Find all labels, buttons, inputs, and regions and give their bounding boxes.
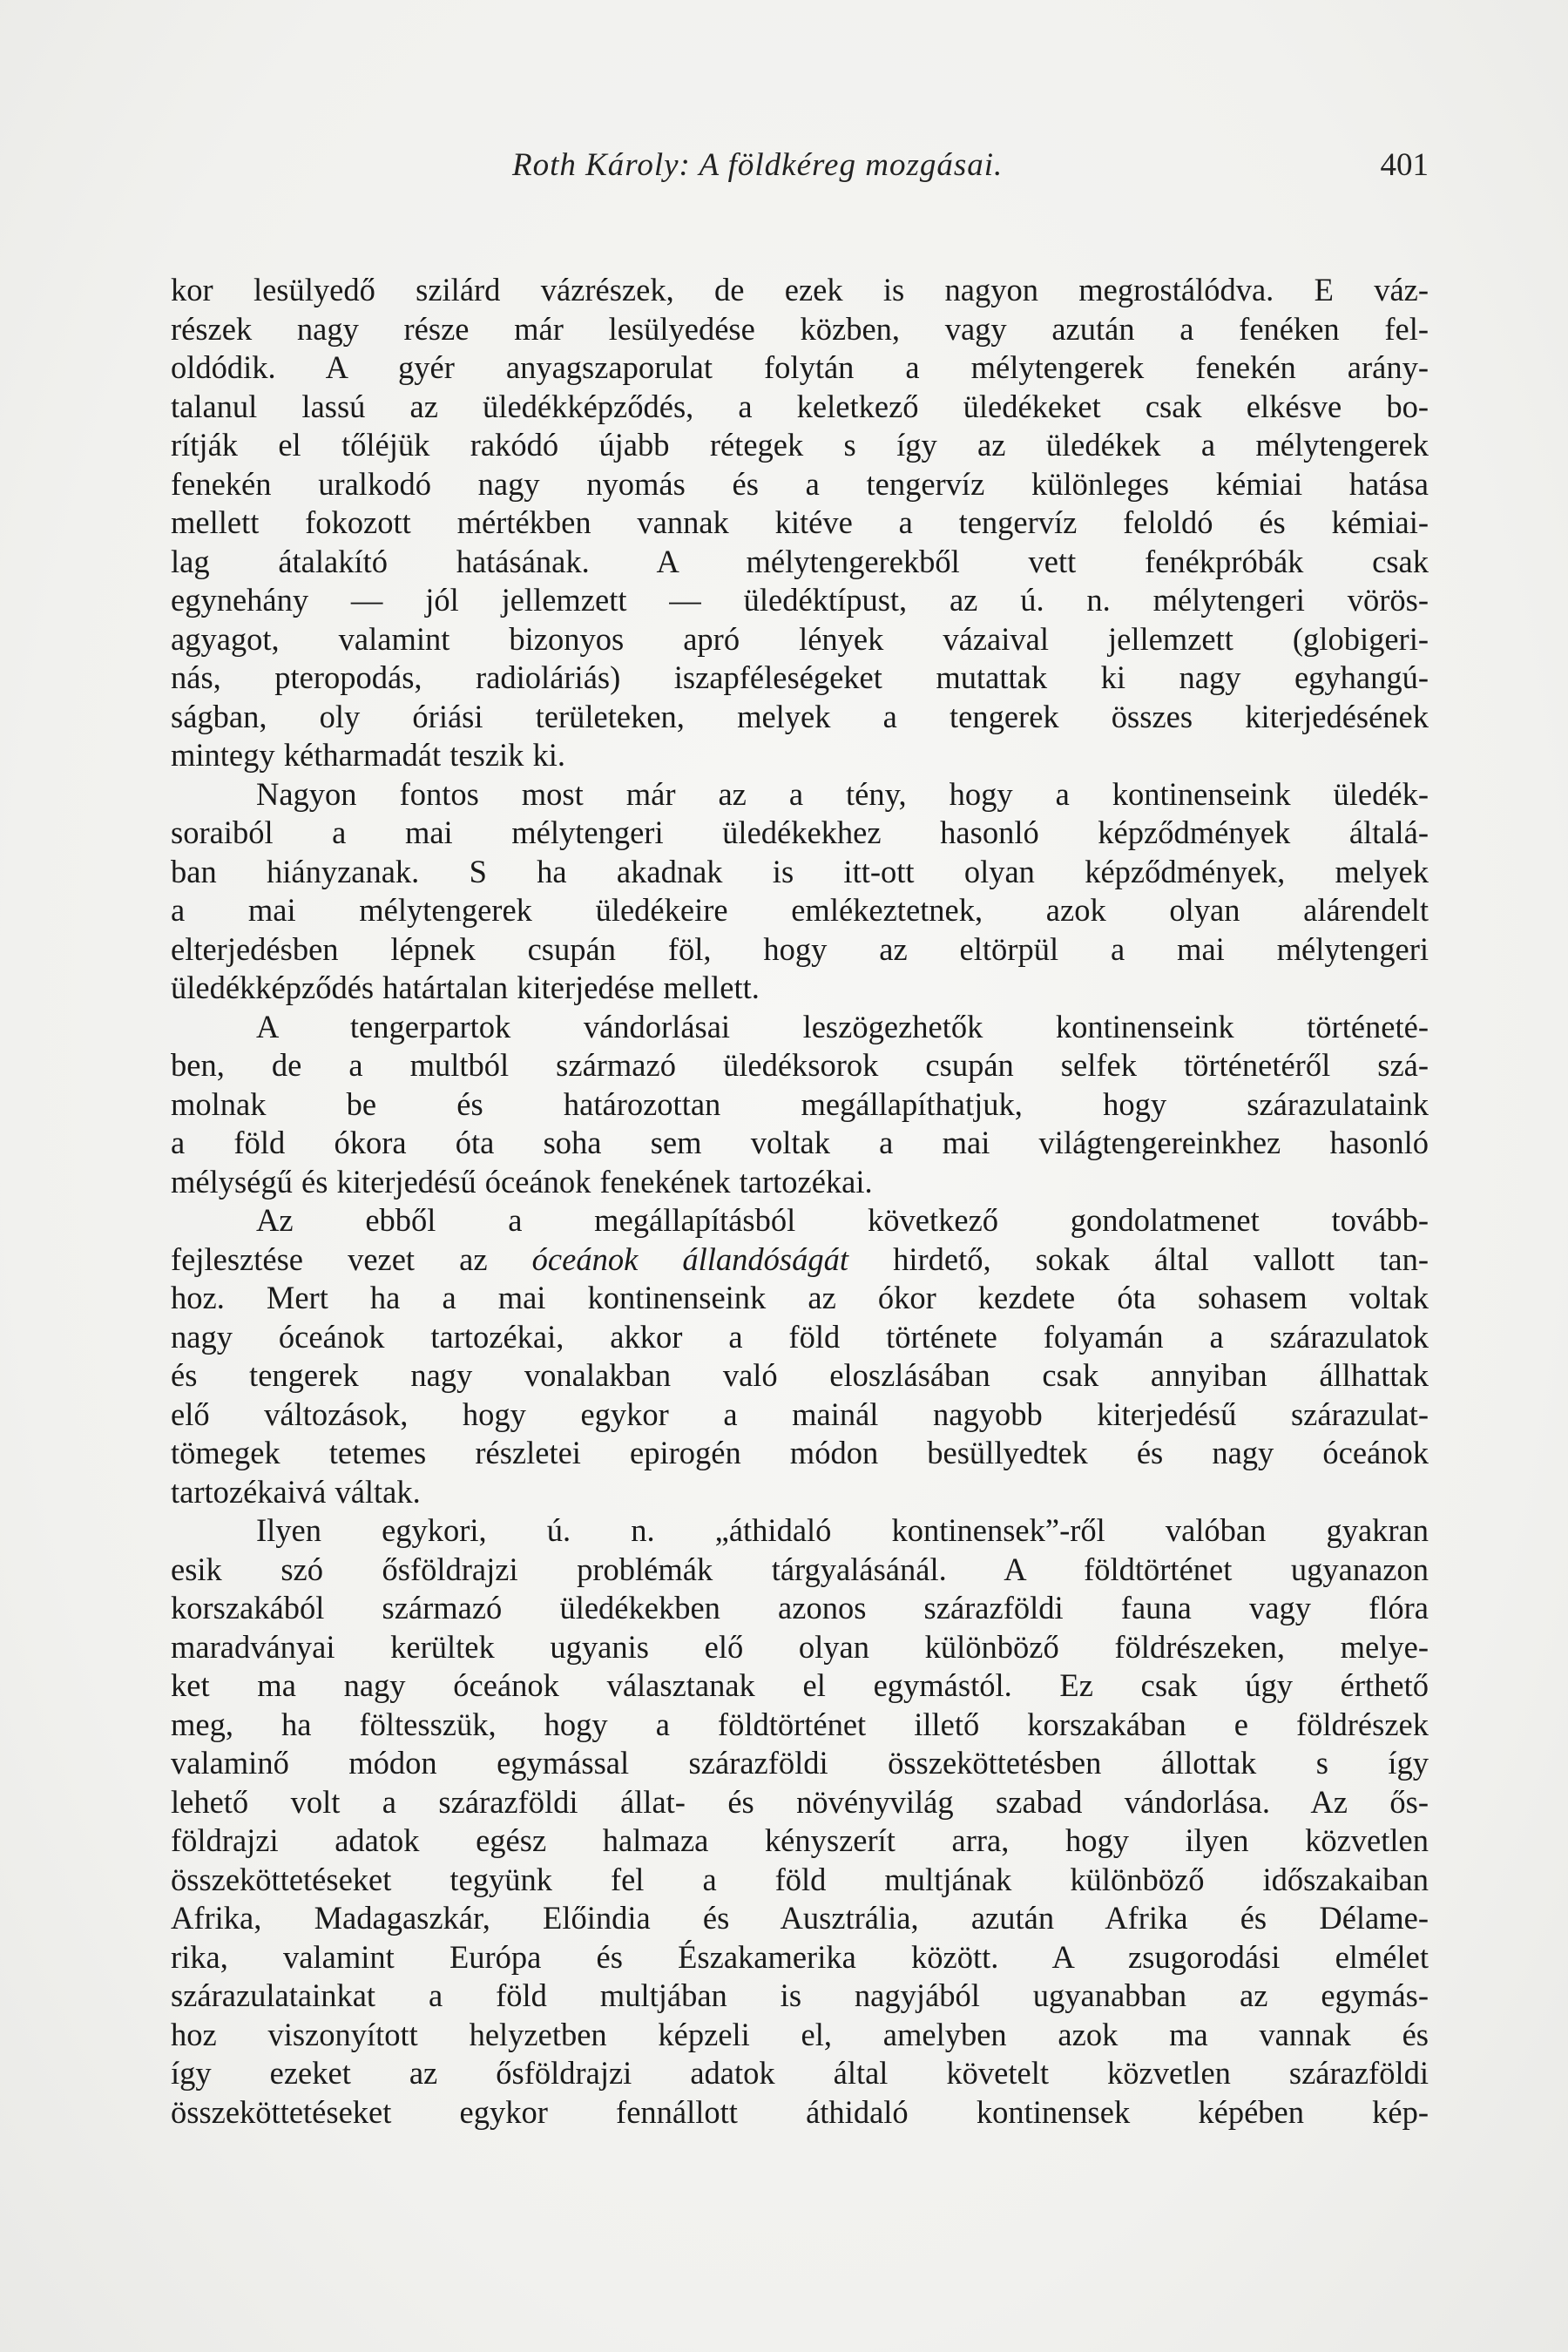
text-line: molnak be és határozottan megállapíthatjuk, hogy szárazulataink: [171, 1085, 1429, 1122]
text-line: soraiból a mai mélytengeri üledékekhez hasonló képződmények általá-: [171, 814, 1429, 850]
text-line: részek nagy része már lesülyedése közben, vagy azután a fenéken fel-: [171, 310, 1429, 347]
text-line: földrajzi adatok egész halmaza kényszerít arra, hogy ilyen közvetlen: [171, 1822, 1429, 1858]
text-line: rítják el tőléjük rakódó újabb rétegek s így az üledékek a mélytengerek: [171, 427, 1429, 463]
text-line: kor lesülyedő szilárd vázrészek, de ezek is nagyon megrostálódva. E váz-: [171, 272, 1429, 308]
text-line: hoz. Mert ha a mai kontinenseink az ókor kezdete óta sohasem voltak: [171, 1280, 1429, 1315]
paragraph-4: [171, 1201, 1429, 1511]
body-text: [171, 271, 1429, 2132]
text-line: Afrika, Madagaszkár, Előindia és Ausztrália, azután Afrika és Délame-: [171, 1900, 1429, 1936]
text-line: üledékképződés határtalan kiterjedése mellett.: [171, 970, 760, 1005]
text-line: esik szó ősföldrajzi problémák tárgyalásánál. A földtörténet ugyanazon: [171, 1551, 1429, 1587]
text-line: rika, valamint Európa és Északamerika között. A zsugorodási elmélet: [171, 1938, 1429, 1975]
text-line: és tengerek nagy vonalakban való eloszlásában csak annyiban állhattak: [171, 1357, 1429, 1393]
paragraph-2: [171, 775, 1429, 1008]
text-line: a mai mélytengerek üledékeire emlékeztetnek, azok olyan alárendelt: [171, 892, 1429, 928]
text-line: Ilyen egykori, ú. n. „áthidaló kontinensek”-ről valóban gyakran: [256, 1512, 1429, 1548]
text-line: összeköttetéseket tegyünk fel a föld multjának különböző időszakaiban: [171, 1861, 1429, 1897]
text-line: valaminő módon egymással szárazföldi összeköttetésben állottak s így: [171, 1745, 1429, 1781]
page-header: [512, 146, 1429, 192]
text-line: lehető volt a szárazföldi állat- és növényvilág szabad vándorlása. Az ős-: [171, 1783, 1429, 1820]
text-fragment: fejlesztése vezet az: [171, 1240, 532, 1277]
text-line: ban hiányzanak. S ha akadnak is itt-ott olyan képződmények, melyek: [171, 853, 1429, 889]
text-line: maradványai kerültek ugyanis elő olyan különböző földrészeken, melye-: [171, 1628, 1429, 1665]
text-line: hoz viszonyított helyzetben képzeli el, amelyben azok ma vannak és: [171, 2016, 1429, 2052]
paragraph-3: [171, 1008, 1429, 1202]
text-line: így ezeket az ősföldrajzi adatok által követelt közvetlen szárazföldi: [171, 2055, 1429, 2091]
text-fragment: hirdető, sokak által vallott tan-: [848, 1240, 1429, 1277]
text-line: mélységű és kiterjedésű óceánok fenekének tartozékai.: [171, 1163, 873, 1200]
text-line: fenekén uralkodó nagy nyomás és a tengervíz különleges kémiai hatása: [171, 465, 1429, 502]
text-line: Nagyon fontos most már az a tény, hogy a kontinenseink üledék-: [256, 775, 1429, 812]
text-line: a föld ókora óta soha sem voltak a mai világtengereinkhez hasonló: [171, 1125, 1429, 1160]
text-line: mintegy kétharmadát teszik ki.: [171, 737, 566, 773]
text-line: meg, ha föltesszük, hogy a földtörténet illető korszakában e földrészek: [171, 1706, 1429, 1742]
text-line: korszakából származó üledékekben azonos szárazföldi fauna vagy flóra: [171, 1590, 1429, 1625]
text-line-with-emphasis: [171, 1240, 1429, 1280]
text-line: nagy óceánok tartozékai, akkor a föld története folyamán a szárazulatok: [171, 1318, 1429, 1355]
text-line: ben, de a multból származó üledéksorok csupán selfek történetéről szá-: [171, 1047, 1429, 1083]
text-line: lag átalakító hatásának. A mélytengerekből vett fenékpróbák csak: [171, 543, 1429, 579]
text-line: Az ebből a megállapításból következő gondolatmenet tovább-: [256, 1202, 1429, 1238]
text-line: A tengerpartok vándorlásai leszögezhetők kontinenseink történeté-: [256, 1008, 1429, 1044]
text-line: tartozékaivá váltak.: [171, 1473, 421, 1510]
text-line: mellett fokozott mértékben vannak kitéve a tengervíz feloldó és kémiai-: [171, 504, 1429, 540]
text-line: agyagot, valamint bizonyos apró lények vázaival jellemzett (globigeri-: [171, 620, 1429, 657]
paragraph-5: [171, 1511, 1429, 2132]
text-line: szárazulatainkat a föld multjában is nagyjából ugyanabban az egymás-: [171, 1977, 1429, 2013]
text-line: elő változások, hogy egykor a mainál nagyobb kiterjedésű szárazulat-: [171, 1396, 1429, 1432]
text-line: nás, pteropodás, radioláriás) iszapféleségeket mutattak ki nagy egyhangú-: [171, 659, 1429, 695]
text-line: ságban, oly óriási területeken, melyek a tengerek összes kiterjedésének: [171, 698, 1429, 734]
text-line: tömegek tetemes részletei epirogén módon besüllyedtek és nagy óceánok: [171, 1435, 1429, 1470]
text-line: ket ma nagy óceánok választanak el egymástól. Ez csak úgy érthető: [171, 1667, 1429, 1703]
text-line: egynehány — jól jellemzett — üledéktípust, az ú. n. mélytengeri vörös-: [171, 582, 1429, 618]
paragraph-1: [171, 271, 1429, 775]
text-line: talanul lassú az üledékképződés, a keletkező üledékeket csak elkésve bo-: [171, 388, 1429, 424]
running-title: Roth Károly: A földkéreg mozgásai.: [512, 147, 1004, 183]
text-line: összeköttetéseket egykor fennállott áthidaló kontinensek képében kép-: [171, 2093, 1429, 2130]
text-line: elterjedésben lépnek csupán föl, hogy az eltörpül a mai mélytengeri: [171, 930, 1429, 967]
text-line: oldódik. A gyér anyagszaporulat folytán a mélytengerek fenekén arány-: [171, 349, 1429, 385]
page-number: 401: [1380, 147, 1429, 183]
emphasized-phrase: óceánok állandóságát: [531, 1240, 848, 1277]
